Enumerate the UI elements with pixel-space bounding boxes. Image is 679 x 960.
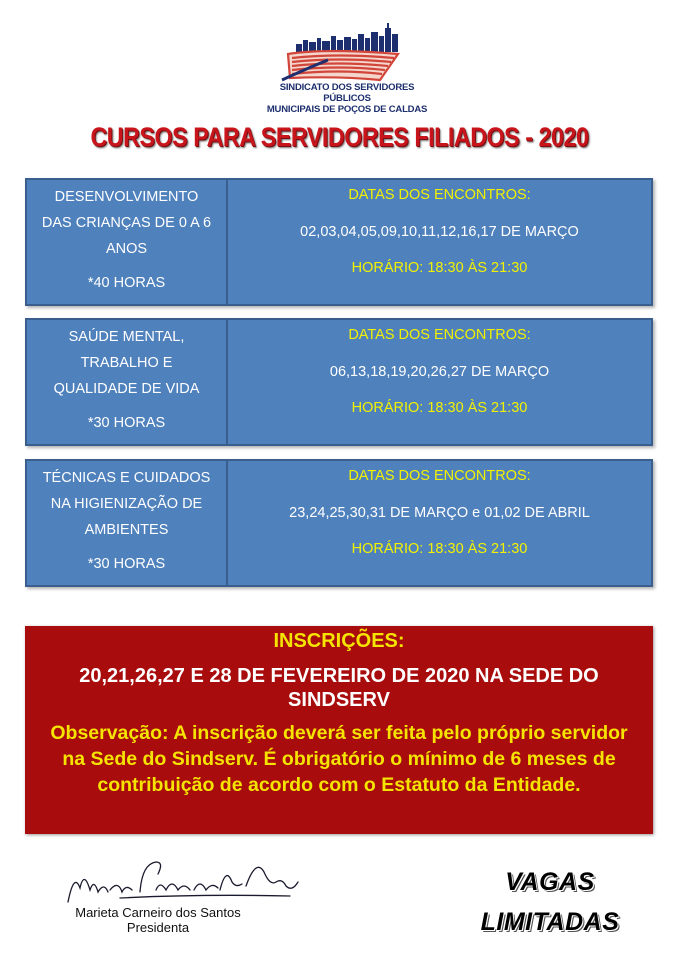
course-name-cell (27, 320, 228, 444)
course-card (25, 178, 653, 306)
course-dates: 06,13,18,19,20,26,27 DE MARÇO (329, 364, 550, 380)
course-schedule-cell (228, 320, 651, 444)
course-card (25, 459, 653, 587)
course-name-line: ANOS (105, 241, 148, 257)
course-name-cell (27, 461, 228, 585)
org-name-line2: MUNICIPAIS DE POÇOS DE CALDAS (266, 104, 428, 115)
signatory-name: Marieta Carneiro dos Santos (75, 905, 241, 920)
course-name-line: DAS CRIANÇAS DE 0 A 6 (41, 215, 212, 231)
dates-label: DATAS DOS ENCONTROS: (348, 187, 531, 203)
handwritten-signature (60, 852, 310, 912)
course-dates: 02,03,04,05,09,10,11,12,16,17 DE MARÇO (300, 224, 579, 240)
course-time: HORÁRIO: 18:30 ÀS 21:30 (351, 541, 528, 557)
course-schedule-cell (228, 461, 651, 585)
course-hours: *40 HORAS (87, 275, 166, 291)
org-name-line1: SINDICATO DOS SERVIDORES PÚBLICOS (279, 82, 415, 104)
dates-label: DATAS DOS ENCONTROS: (348, 468, 531, 484)
course-time: HORÁRIO: 18:30 ÀS 21:30 (351, 260, 528, 276)
course-name-line: SAÚDE MENTAL, (68, 329, 185, 345)
registration-title: INSCRIÇÕES: (273, 630, 405, 652)
course-name-line: TÉCNICAS E CUIDADOS (42, 470, 211, 486)
course-schedule-cell (228, 180, 651, 304)
course-card (25, 318, 653, 446)
course-name-line: DESENVOLVIMENTO (54, 189, 199, 205)
registration-dates: 20,21,26,27 E 28 DE FEVEREIRO DE 2020 NA SEDE DO SINDSERV (79, 665, 599, 711)
signatory-role: Presidenta (126, 920, 190, 935)
dates-label: DATAS DOS ENCONTROS: (348, 327, 531, 343)
registration-observation: Observação: A inscrição deverá ser feita pelo próprio servidor na Sede do Sindserv. É obrigatório o mínimo de 6 meses de contribuição de acordo com o Estatuto da Entidade. (50, 722, 628, 796)
course-name-line: NA HIGIENIZAÇÃO DE (50, 496, 203, 512)
course-hours: *30 HORAS (87, 556, 166, 572)
registration-box (25, 626, 653, 834)
course-hours: *30 HORAS (87, 415, 166, 431)
limited-seats-notice (460, 862, 640, 942)
limited-seats-line2: LIMITADAS (480, 908, 620, 936)
organization-name (262, 82, 432, 115)
course-time: HORÁRIO: 18:30 ÀS 21:30 (351, 400, 528, 416)
page-title: CURSOS PARA SERVIDORES FILIADOS - 2020 (90, 122, 589, 152)
course-name-line: TRABALHO E (80, 355, 173, 371)
course-name-line: AMBIENTES (84, 522, 169, 538)
course-name-cell (27, 180, 228, 304)
limited-seats-line1: VAGAS (505, 868, 595, 896)
course-dates: 23,24,25,30,31 DE MARÇO e 01,02 DE ABRIL (289, 505, 590, 521)
course-name-line: QUALIDADE DE VIDA (53, 381, 200, 397)
